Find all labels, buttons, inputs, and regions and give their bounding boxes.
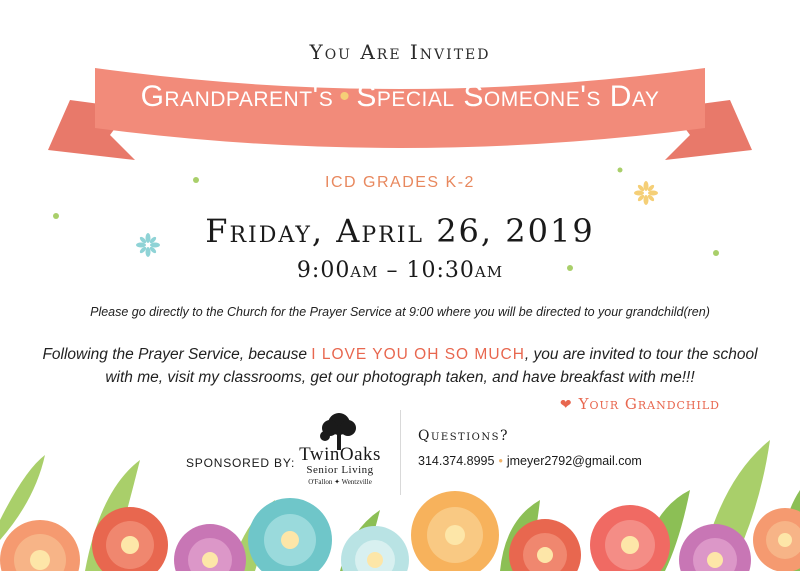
directions-text: Please go directly to the Church for the Prayer Service at 9:00 where you will be directed to your grandchild(ren) <box>90 305 710 319</box>
sponsor-logo-name: TwinOaks <box>299 444 381 465</box>
contact-phone[interactable]: 314.374.8995 <box>418 454 495 468</box>
sponsor-location-2: Wentzville <box>341 478 372 486</box>
signoff <box>560 395 720 413</box>
contact-line <box>418 454 642 468</box>
para-before: Following the Prayer Service, because <box>42 346 307 363</box>
banner-dot: • <box>339 80 351 113</box>
contact-separator: • <box>498 454 503 468</box>
invitation-paragraph <box>40 343 760 389</box>
banner-title-right: Special Someone's Day <box>356 80 660 113</box>
divider <box>400 410 401 495</box>
banner-title-left: Grandparent's <box>140 80 334 113</box>
event-date: Friday, April 26, 2019 <box>205 212 595 250</box>
decor-dot <box>713 250 719 256</box>
sponsored-label: SPONSORED BY: <box>186 456 296 470</box>
event-time: 9:00am – 10:30am <box>296 258 504 283</box>
sponsor-location-1: O'Fallon <box>308 478 333 486</box>
sponsor-logo-locations: O'Fallon ✦ Wentzville <box>308 478 372 486</box>
love-highlight: I LOVE YOU OH SO MUCH <box>311 346 525 363</box>
para-after: , you are invited to tour the school with me, visit my classrooms, get our photograph taken, and have breakfast with me!!! <box>105 346 758 386</box>
signoff-text: Your Grandchild <box>578 395 720 413</box>
decor-dot <box>618 168 623 173</box>
banner-title <box>0 80 800 114</box>
sponsor-logo-sub: Senior Living <box>306 464 374 476</box>
heart-icon: ❤ <box>559 397 573 413</box>
invited-heading: You Are Invited <box>309 40 491 64</box>
grades-label: ICD GRADES K-2 <box>325 174 475 191</box>
contact-email[interactable]: jmeyer2792@gmail.com <box>506 454 642 468</box>
questions-heading: Questions? <box>418 428 509 444</box>
